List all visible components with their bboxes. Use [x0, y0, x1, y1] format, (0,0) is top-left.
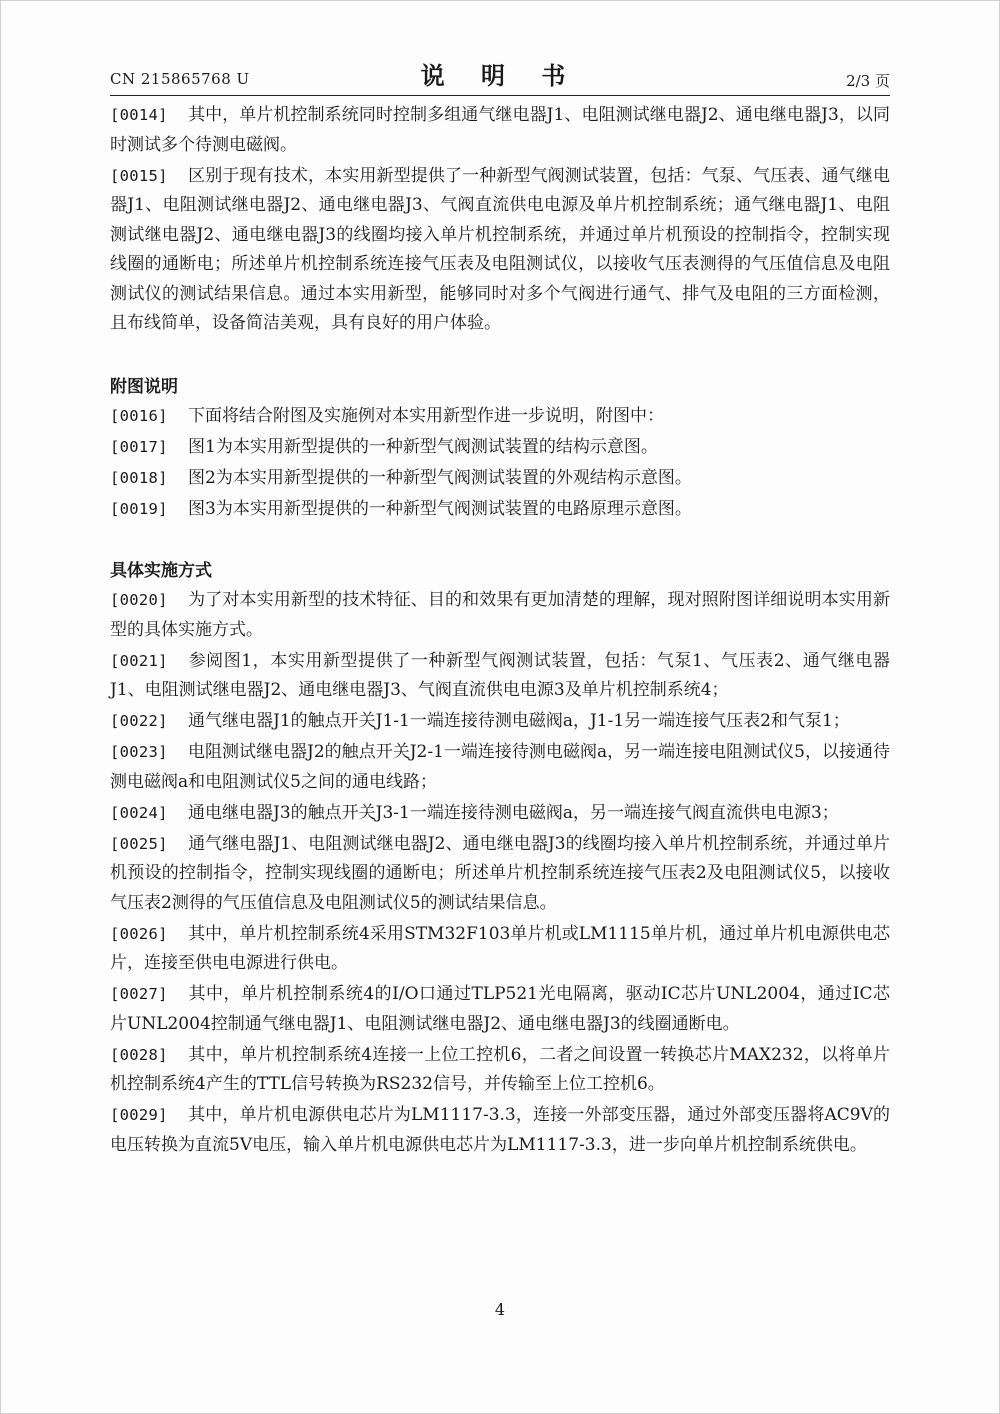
- paragraph-text: 通气继电器J1的触点开关J1-1一端连接待测电磁阀a，J1-1另一端连接气压表2和气泵1；: [188, 711, 850, 731]
- paragraph-number: [0021]: [110, 651, 168, 670]
- paragraph-number: [0027]: [110, 985, 168, 1003]
- paragraph-number: [0018]: [110, 469, 168, 487]
- paragraph: [110, 920, 890, 979]
- paragraph: [110, 495, 890, 525]
- paragraph-text: 其中，单片机控制系统同时控制多组通气继电器J1、电阻测试继电器J2、通电继电器J3，以同时测试多个待测电磁阀。: [110, 105, 890, 155]
- paragraph-text: 区别于现有技术，本实用新型提供了一种新型气阀测试装置，包括：气泵、气压表、通气继电器J1、电阻测试继电器J2、通电继电器J3、气阀直流供电电源及单片机控制系统；通气继电器J1、电阻测试继电器J2、通电继电器J3的线圈均接入单片机控制系统，并通过单片机预设的控制指令，控制实现线圈的通断电；所述单片机控制系统连接气压表及电阻测试仪，以接收气压表测得的气压值信息及电阻测试仪的测试结果信息。通过本实用新型，能够同时对多个气阀进行通气、排气及电阻的三方面检测，且布线简单，设备简洁美观，具有良好的用户体验。: [110, 165, 890, 333]
- paragraph: [110, 402, 890, 432]
- paragraph: [110, 464, 890, 494]
- paragraph: [110, 707, 890, 737]
- paragraph-number: [0028]: [110, 1045, 168, 1064]
- paragraph-text: 通电继电器J3的触点开关J3-1一端连接待测电磁阀a，另一端连接气阀直流供电电源3；: [188, 802, 839, 823]
- document-header: [110, 56, 890, 96]
- paragraph-number: [0019]: [110, 500, 168, 518]
- paragraph-text: 其中，单片机控制系统4的I/O口通过TLP521光电隔离，驱动IC芯片UNL2004，通过IC芯片UNL2004控制通气继电器J1、电阻测试继电器J2、通电继电器J3的线圈通断电。: [110, 984, 890, 1034]
- paragraph-text: 其中，单片机控制系统4连接一上位工控机6，二者之间设置一转换芯片MAX232，以将单片机控制系统4产生的TTL信号转换为RS232信号，并传输至上位工控机6。: [110, 1044, 890, 1094]
- paragraph-number: [0020]: [110, 591, 168, 609]
- paragraph: [110, 830, 890, 919]
- paragraph-number: [0025]: [110, 834, 168, 853]
- section-heading-embodiment: 具体实施方式: [110, 560, 212, 581]
- paragraph-number: [0026]: [110, 924, 168, 943]
- paragraph-number: [0029]: [110, 1106, 168, 1124]
- paragraph: [110, 101, 890, 160]
- paragraph-text: 参阅图1，本实用新型提供了一种新型气阀测试装置，包括：气泵1、气压表2、通气继电器J1、电阻测试继电器J2、通电继电器J3、气阀直流供电电源3及单片机控制系统4；: [110, 650, 890, 700]
- paragraph-text: 其中，单片机控制系统4采用STM32F103单片机或LM1115单片机，通过单片机电源供电芯片，连接至供电电源进行供电。: [110, 923, 890, 973]
- paragraph-text: 图1为本实用新型提供的一种新型气阀测试装置的结构示意图。: [188, 437, 658, 457]
- paragraph-text: 通气继电器J1、电阻测试继电器J2、通电继电器J3的线圈均接入单片机控制系统，并通过单片机预设的控制指令，控制实现线圈的通断电；所述单片机控制系统连接气压表2及电阻测试仪5，以接收气压表2测得的气压值信息及电阻测试仪5的测试结果信息。: [110, 833, 890, 913]
- paragraph-text: 电阻测试继电器J2的触点开关J2-1一端连接待测电磁阀a，另一端连接电阻测试仪5，以接通待测电磁阀a和电阻测试仪5之间的通电线路；: [110, 742, 890, 792]
- paragraph-number: [0016]: [110, 407, 168, 425]
- paragraph: [110, 1041, 890, 1100]
- paragraph-number: [0023]: [110, 743, 168, 761]
- paragraph: [110, 586, 890, 645]
- paragraph: [110, 799, 890, 829]
- document-body: [110, 101, 890, 1162]
- document-title: 说 明 书: [420, 61, 580, 90]
- paragraph-number: [0022]: [110, 712, 168, 730]
- publication-number: CN 215865768 U: [110, 70, 250, 88]
- paragraph-text: 图2为本实用新型提供的一种新型气阀测试装置的外观结构示意图。: [188, 468, 692, 488]
- paragraph: [110, 647, 890, 706]
- paragraph-text: 图3为本实用新型提供的一种新型气阀测试装置的电路原理示意图。: [188, 499, 692, 519]
- paragraph-text: 下面将结合附图及实施例对本实用新型作进一步说明，附图中：: [188, 406, 664, 426]
- paragraph: [110, 162, 890, 339]
- paragraph: [110, 433, 890, 463]
- paragraph-text: 其中，单片机电源供电芯片为LM1117-3.3，连接一外部变压器，通过外部变压器将AC9V的电压转换为直流5V电压，输入单片机电源供电芯片为LM1117-3.3，进一步向单片机控制系统供电。: [110, 1105, 890, 1155]
- paragraph-number: [0024]: [110, 803, 168, 822]
- paragraph-number: [0017]: [110, 438, 168, 456]
- paragraph-number: [0014]: [110, 106, 168, 124]
- paragraph: [110, 1101, 890, 1160]
- paragraph: [110, 738, 890, 797]
- paragraph-number: [0015]: [110, 166, 168, 185]
- paragraph-text: 为了对本实用新型的技术特征、目的和效果有更加清楚的理解，现对照附图详细说明本实用新型的具体实施方式。: [110, 590, 890, 640]
- page-number: 4: [494, 1300, 506, 1319]
- section-heading-figures: 附图说明: [110, 376, 178, 397]
- paragraph: [110, 980, 890, 1039]
- header-rule: [110, 95, 890, 96]
- page-info: 2/3 页: [846, 72, 890, 90]
